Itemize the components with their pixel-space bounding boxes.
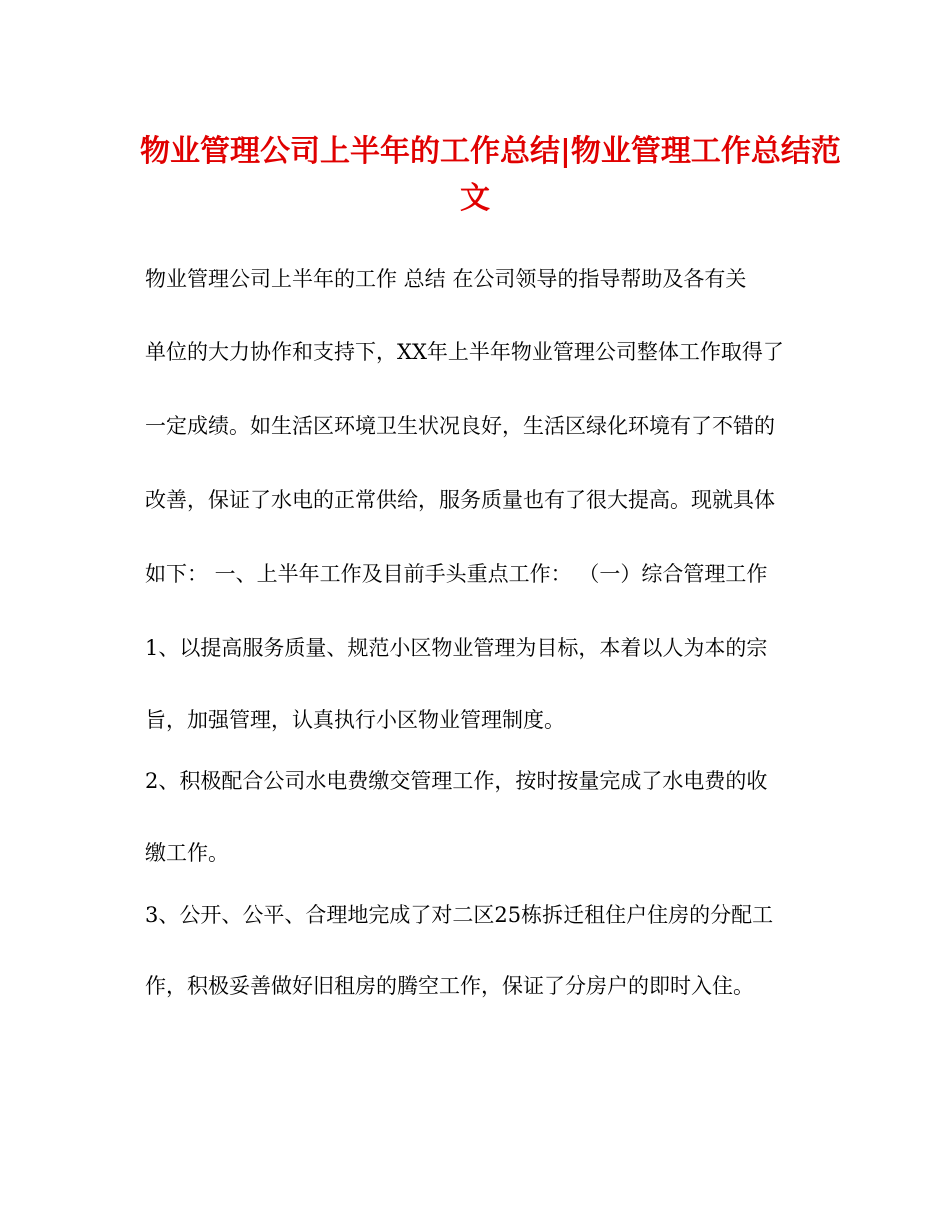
- body-line-11: 作，积极妥善做好旧租房的腾空工作，保证了分房户的即时入住。: [145, 974, 754, 998]
- body-line-9: 缴工作。: [145, 841, 229, 865]
- document-title-line-2: 文: [460, 181, 490, 216]
- body-line-4: 改善，保证了水电的正常供给，服务质量也有了很大提高。现就具体: [145, 488, 775, 512]
- body-line-10: 3、公开、公平、合理地完成了对二区25栋拆迁租住户住房的分配工: [145, 903, 774, 927]
- document-title-line-1: 物业管理公司上半年的工作总结|物业管理工作总结范: [140, 134, 841, 169]
- body-line-7: 旨，加强管理，认真执行小区物业管理制度。: [145, 708, 565, 732]
- body-line-5: 如下： 一、上半年工作及目前手头重点工作： （一）综合管理工作: [145, 562, 768, 586]
- body-line-3: 一定成绩。如生活区环境卫生状况良好，生活区绿化环境有了不错的: [145, 414, 775, 438]
- body-line-2: 单位的大力协作和支持下，XX年上半年物业管理公司整体工作取得了: [145, 340, 784, 364]
- body-line-1: 物业管理公司上半年的工作 总结 在公司领导的指导帮助及各有关: [145, 267, 747, 291]
- body-line-8: 2、积极配合公司水电费缴交管理工作，按时按量完成了水电费的收: [145, 769, 768, 793]
- body-line-6: 1、以提高服务质量、规范小区物业管理为目标，本着以人为本的宗: [145, 636, 768, 660]
